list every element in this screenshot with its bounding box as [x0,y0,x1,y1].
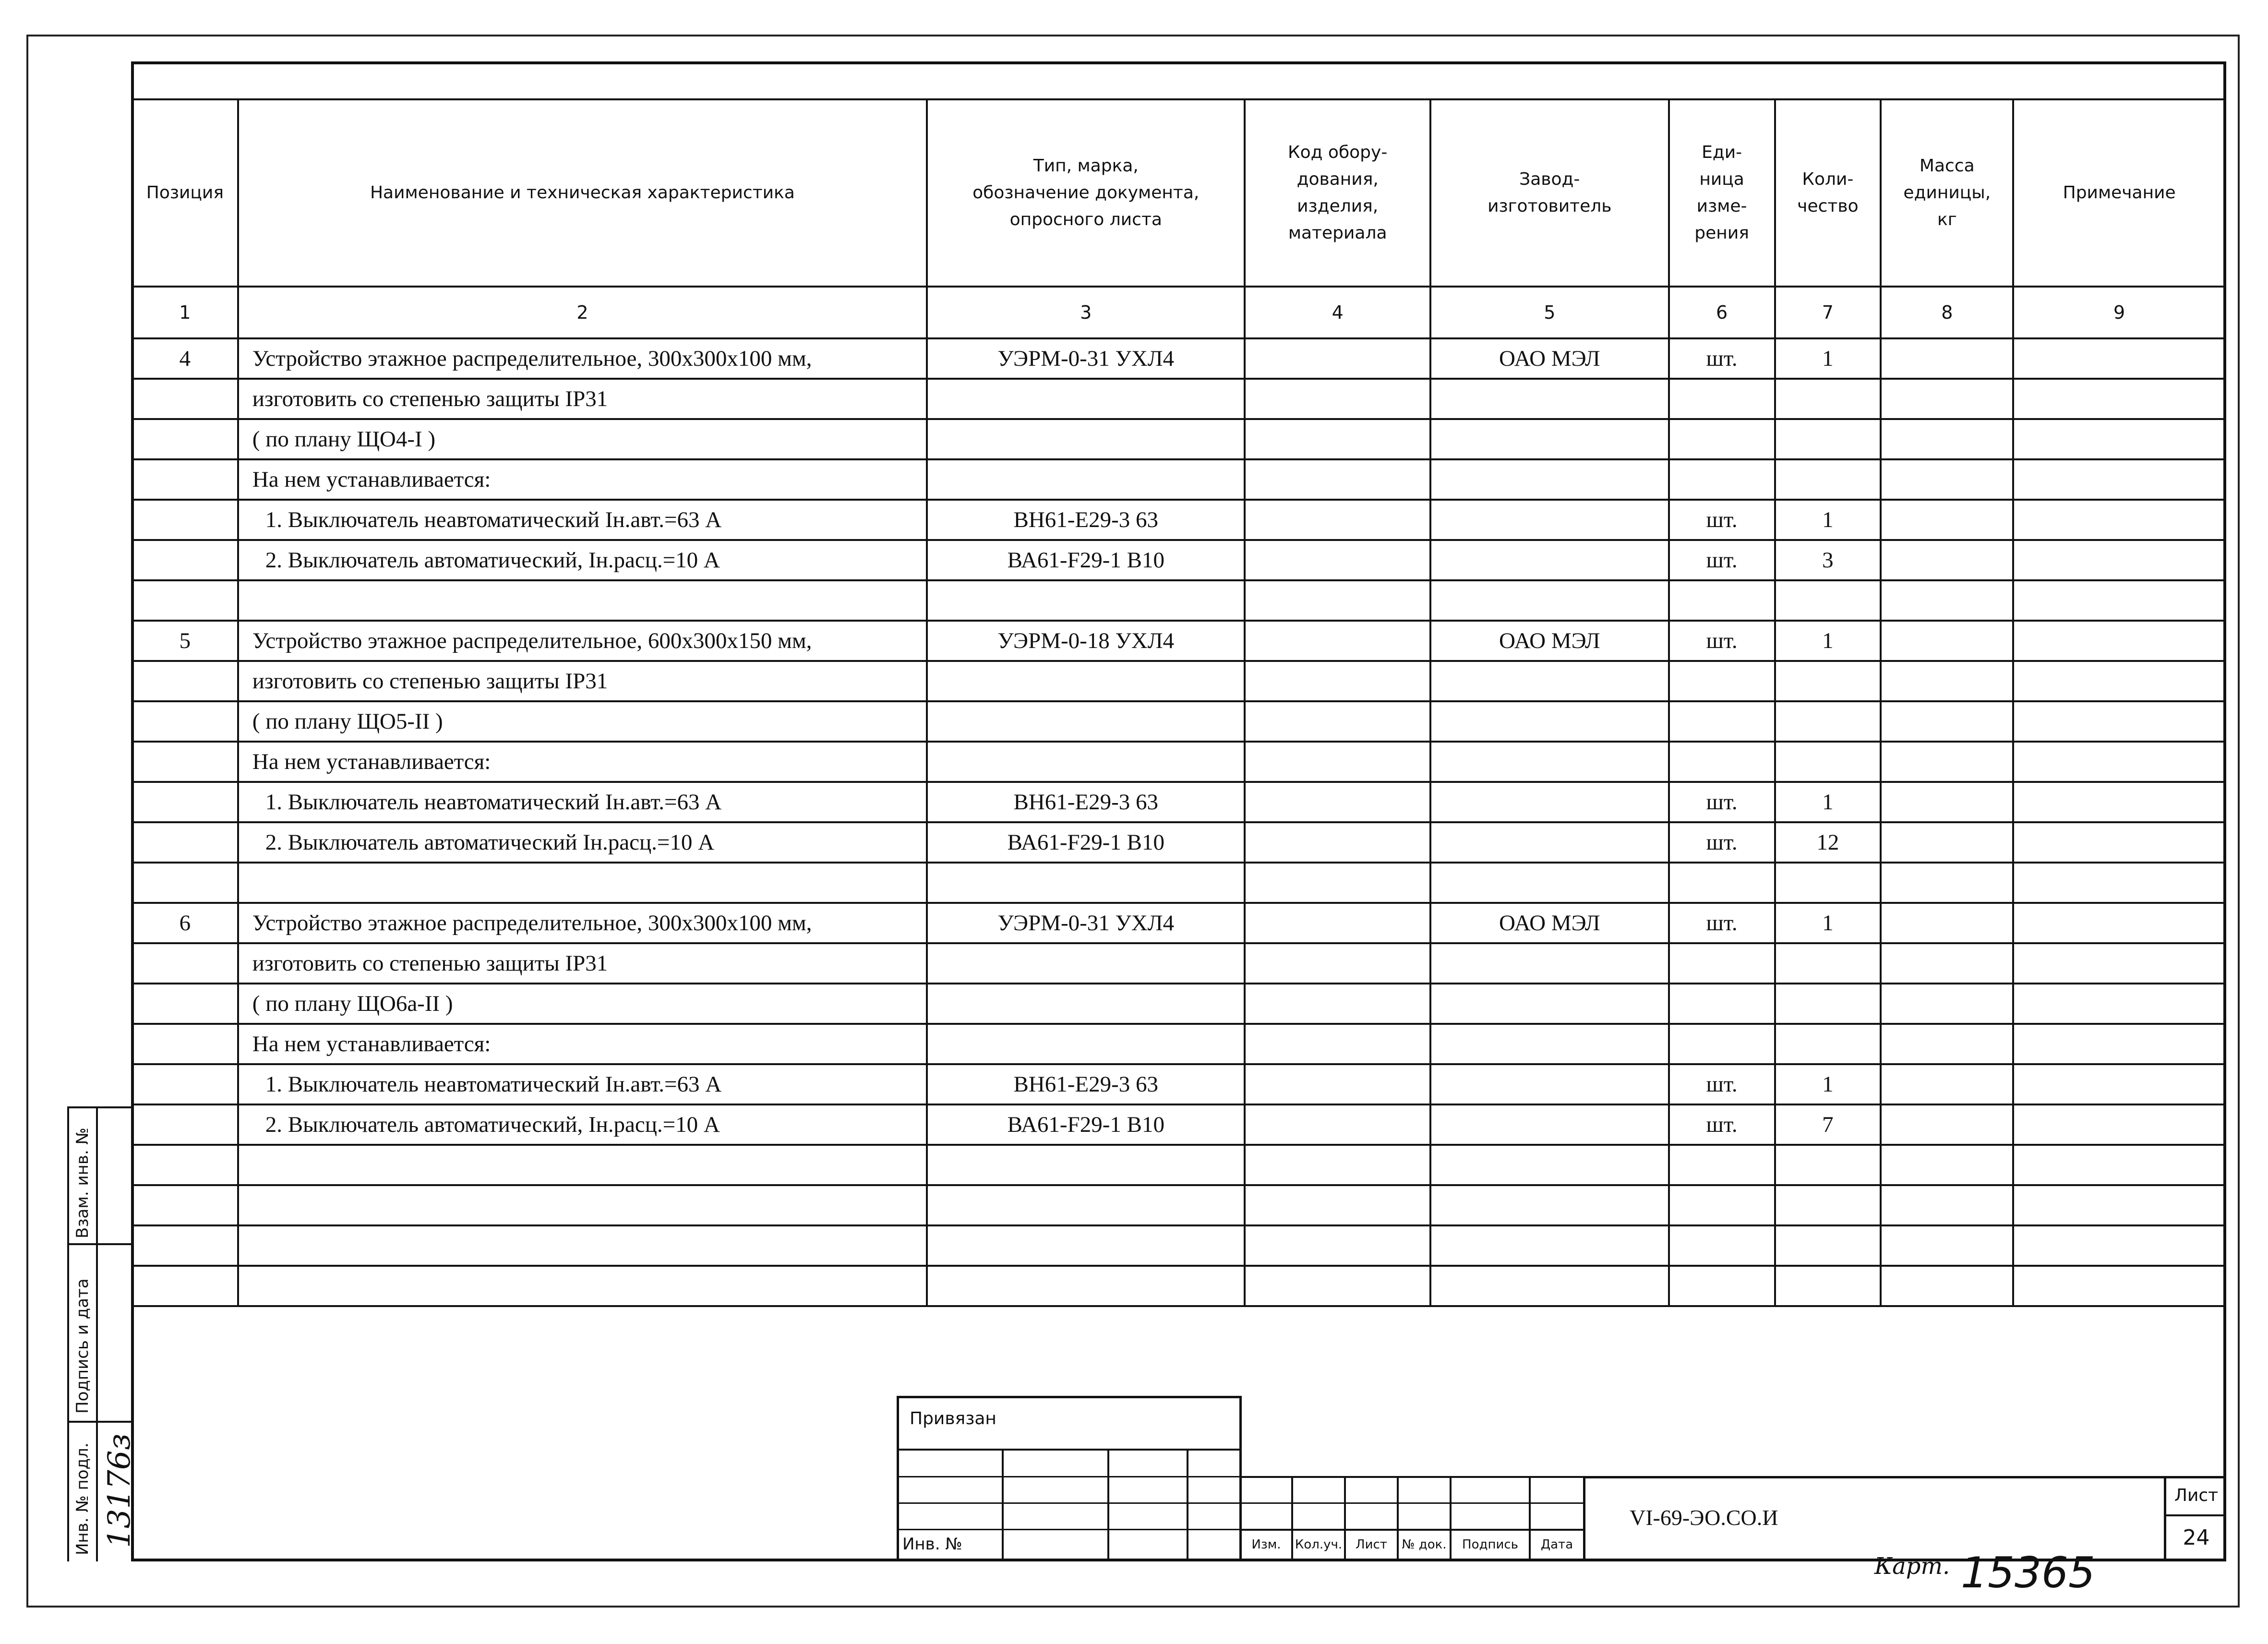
cell-pos [132,742,238,782]
cell-name: 1. Выключатель неавтоматический Iн.авт.=63 А [238,782,927,822]
cell-note [2013,822,2225,863]
side-podpis-data: Подпись и дата [73,1278,92,1414]
cell-code [1245,943,1430,984]
cell-code [1245,419,1430,459]
column-number: 3 [927,287,1245,338]
cell-unit: шт. [1669,540,1775,580]
header-mass: Масса единицы, кг [1881,99,2013,287]
header-name: Наименование и техническая характеристика [238,99,927,287]
handwritten-inventory-number: 13176з [102,1433,137,1548]
cell-code [1245,580,1430,621]
kart-number: 15365 [1961,1548,2095,1597]
cell-mass [1881,1225,2013,1266]
cell-unit [1669,1266,1775,1306]
cell-unit [1669,661,1775,701]
cell-unit [1669,1024,1775,1064]
cell-mass [1881,661,2013,701]
column-number-row [132,287,2225,338]
cell-type [927,1024,1245,1064]
cell-unit: шт. [1669,500,1775,540]
table-row [132,661,2225,701]
cell-maker [1430,1225,1669,1266]
column-number: 2 [238,287,927,338]
table-row [132,822,2225,863]
table-row [132,1064,2225,1104]
cell-mass [1881,701,2013,742]
cell-type: ВН61-Е29-3 63 [927,1064,1245,1104]
stamp-data: Дата [1540,1537,1573,1552]
cell-mass [1881,1024,2013,1064]
header-type: Тип, марка, обозначение документа, опросного листа [927,99,1245,287]
table-row [132,863,2225,903]
cell-mass [1881,540,2013,580]
cell-name: 2. Выключатель автоматический Iн.расц.=10 А [238,822,927,863]
cell-type [927,984,1245,1024]
cell-name [238,1185,927,1225]
column-number: 4 [1245,287,1430,338]
cell-qty [1775,863,1881,903]
header-quantity: Коли- чество [1775,99,1881,287]
table-row [132,1145,2225,1185]
cell-pos [132,459,238,500]
column-number: 6 [1669,287,1775,338]
cell-mass [1881,338,2013,379]
cell-qty [1775,1185,1881,1225]
cell-unit [1669,580,1775,621]
cell-code [1245,863,1430,903]
cell-unit [1669,379,1775,419]
table-row [132,500,2225,540]
cell-name: ( по плану ЩО5-II ) [238,701,927,742]
cell-maker [1430,742,1669,782]
sheet-number: 24 [2183,1525,2210,1550]
cell-name [238,1145,927,1185]
column-number: 1 [132,287,238,338]
cell-pos [132,500,238,540]
cell-pos [132,822,238,863]
cell-unit [1669,1185,1775,1225]
cell-pos [132,419,238,459]
cell-note [2013,1266,2225,1306]
header-code: Код обору- дования, изделия, материала [1245,99,1430,287]
table-row [132,984,2225,1024]
cell-mass [1881,621,2013,661]
cell-mass [1881,984,2013,1024]
cell-qty: 12 [1775,822,1881,863]
column-number: 9 [2013,287,2225,338]
cell-name [238,863,927,903]
table-row [132,903,2225,943]
side-vzam-inv: Взам. инв. № [73,1128,92,1238]
cell-note [2013,742,2225,782]
cell-mass [1881,1145,2013,1185]
cell-note [2013,500,2225,540]
cell-name: изготовить со степенью защиты IP31 [238,661,927,701]
cell-qty: 1 [1775,1064,1881,1104]
cell-name: На нем устанавливается: [238,1024,927,1064]
cell-pos [132,1024,238,1064]
cell-mass [1881,742,2013,782]
cell-mass [1881,419,2013,459]
cell-maker [1430,1064,1669,1104]
cell-name: ( по плану ЩО6а-II ) [238,984,927,1024]
table-header-row [132,99,2225,287]
cell-note [2013,782,2225,822]
cell-code [1245,459,1430,500]
cell-mass [1881,1064,2013,1104]
cell-note [2013,943,2225,984]
table-row [132,540,2225,580]
table-row [132,419,2225,459]
cell-unit: шт. [1669,621,1775,661]
cell-maker [1430,379,1669,419]
cell-unit: шт. [1669,903,1775,943]
cell-note [2013,701,2225,742]
cell-maker [1430,419,1669,459]
cell-unit: шт. [1669,1104,1775,1145]
cell-note [2013,379,2225,419]
cell-qty: 1 [1775,500,1881,540]
column-number: 5 [1430,287,1669,338]
cell-maker [1430,863,1669,903]
stamp-privyazan: Привязан [910,1409,996,1428]
cell-qty [1775,1145,1881,1185]
cell-code [1245,379,1430,419]
cell-unit [1669,742,1775,782]
cell-type: УЭРМ-0-31 УХЛ4 [927,903,1245,943]
cell-note [2013,1104,2225,1145]
cell-mass [1881,379,2013,419]
cell-mass [1881,500,2013,540]
cell-pos [132,1104,238,1145]
stamp-inv-label: Инв. № [902,1535,962,1554]
stamp-ndok: № док. [1402,1537,1447,1552]
cell-pos [132,943,238,984]
cell-maker [1430,500,1669,540]
cell-code [1245,540,1430,580]
cell-mass [1881,1266,2013,1306]
cell-unit [1669,701,1775,742]
cell-pos [132,661,238,701]
cell-name: изготовить со степенью защиты IP31 [238,943,927,984]
cell-maker [1430,943,1669,984]
cell-type [927,379,1245,419]
cell-note [2013,540,2225,580]
cell-pos: 6 [132,903,238,943]
specification-table [131,98,2226,1307]
table-row [132,782,2225,822]
cell-pos [132,580,238,621]
cell-mass [1881,459,2013,500]
cell-note [2013,661,2225,701]
cell-maker [1430,782,1669,822]
cell-type [927,419,1245,459]
cell-maker [1430,1266,1669,1306]
table-row [132,742,2225,782]
cell-qty [1775,742,1881,782]
cell-pos [132,1185,238,1225]
cell-qty [1775,1024,1881,1064]
cell-type: УЭРМ-0-18 УХЛ4 [927,621,1245,661]
cell-qty [1775,459,1881,500]
cell-pos [132,379,238,419]
cell-note [2013,419,2225,459]
cell-code [1245,1104,1430,1145]
cell-name [238,1225,927,1266]
cell-type [927,1225,1245,1266]
table-row [132,580,2225,621]
cell-name: 1. Выключатель неавтоматический Iн.авт.=63 А [238,500,927,540]
cell-name: 2. Выключатель автоматический, Iн.расц.=10 А [238,1104,927,1145]
document-designation: VI-69-ЭО.СО.И [1630,1505,1778,1530]
cell-type [927,1185,1245,1225]
cell-maker [1430,822,1669,863]
cell-code [1245,1185,1430,1225]
cell-qty: 1 [1775,338,1881,379]
cell-type [927,701,1245,742]
cell-mass [1881,822,2013,863]
cell-unit [1669,863,1775,903]
table-row [132,1185,2225,1225]
cell-code [1245,984,1430,1024]
cell-name: Устройство этажное распределительное, 300х300х100 мм, [238,903,927,943]
cell-name: изготовить со степенью защиты IP31 [238,379,927,419]
table-row [132,1024,2225,1064]
cell-qty [1775,1266,1881,1306]
cell-type: ВН61-Е29-3 63 [927,500,1245,540]
side-inv-podl: Инв. № подл. [73,1442,92,1555]
cell-name: 1. Выключатель неавтоматический Iн.авт.=63 А [238,1064,927,1104]
cell-maker: ОАО МЭЛ [1430,903,1669,943]
cell-pos [132,1145,238,1185]
cell-pos [132,1064,238,1104]
cell-type: ВА61-F29-1 В10 [927,540,1245,580]
cell-pos [132,540,238,580]
cell-qty [1775,984,1881,1024]
cell-unit: шт. [1669,1064,1775,1104]
cell-unit: шт. [1669,822,1775,863]
cell-type [927,1145,1245,1185]
cell-code [1245,1024,1430,1064]
cell-code [1245,1145,1430,1185]
cell-unit [1669,943,1775,984]
cell-maker [1430,701,1669,742]
cell-name: ( по плану ЩО4-I ) [238,419,927,459]
cell-maker [1430,661,1669,701]
cell-maker: ОАО МЭЛ [1430,338,1669,379]
cell-type: ВА61-F29-1 В10 [927,822,1245,863]
header-position: Позиция [132,99,238,287]
cell-type [927,1266,1245,1306]
column-number: 8 [1881,287,2013,338]
cell-name: 2. Выключатель автоматический, Iн.расц.=10 А [238,540,927,580]
cell-type [927,661,1245,701]
cell-qty: 1 [1775,782,1881,822]
cell-unit [1669,984,1775,1024]
cell-mass [1881,943,2013,984]
cell-note [2013,459,2225,500]
cell-unit [1669,1145,1775,1185]
cell-mass [1881,1104,2013,1145]
cell-note [2013,1024,2225,1064]
cell-maker [1430,1145,1669,1185]
column-number: 7 [1775,287,1881,338]
table-row [132,1225,2225,1266]
cell-unit [1669,1225,1775,1266]
table-row [132,943,2225,984]
cell-unit: шт. [1669,338,1775,379]
cell-maker [1430,1185,1669,1225]
cell-code [1245,701,1430,742]
cell-pos [132,1225,238,1266]
cell-note [2013,1225,2225,1266]
cell-qty [1775,1225,1881,1266]
cell-note [2013,984,2225,1024]
stamp-podpis: Подпись [1462,1537,1518,1552]
cell-qty [1775,580,1881,621]
cell-name: Устройство этажное распределительное, 600х300х150 мм, [238,621,927,661]
cell-pos [132,701,238,742]
cell-mass [1881,903,2013,943]
stamp-kolch: Кол.уч. [1295,1537,1343,1552]
cell-mass [1881,782,2013,822]
table-row [132,338,2225,379]
table-row [132,1104,2225,1145]
cell-note [2013,903,2225,943]
cell-qty: 3 [1775,540,1881,580]
cell-type [927,459,1245,500]
kart-label: Карт. [1874,1553,1950,1580]
cell-note [2013,621,2225,661]
cell-name: Устройство этажное распределительное, 300х300х100 мм, [238,338,927,379]
cell-code [1245,661,1430,701]
cell-pos [132,984,238,1024]
cell-type [927,580,1245,621]
header-unit: Еди- ница изме- рения [1669,99,1775,287]
cell-maker [1430,1024,1669,1064]
cell-note [2013,1064,2225,1104]
cell-unit: шт. [1669,782,1775,822]
cell-pos [132,782,238,822]
sheet-label: Лист [2174,1486,2219,1505]
cell-note [2013,1145,2225,1185]
cell-type [927,863,1245,903]
table-row [132,701,2225,742]
cell-pos: 5 [132,621,238,661]
cell-type: УЭРМ-0-31 УХЛ4 [927,338,1245,379]
cell-qty [1775,701,1881,742]
cell-name [238,1266,927,1306]
cell-qty [1775,419,1881,459]
cell-maker [1430,580,1669,621]
cell-note [2013,338,2225,379]
cell-maker [1430,984,1669,1024]
cell-type [927,943,1245,984]
cell-pos [132,1266,238,1306]
stamp-izm: Изм. [1251,1537,1281,1552]
cell-qty: 7 [1775,1104,1881,1145]
header-note: Примечание [2013,99,2225,287]
cell-note [2013,580,2225,621]
cell-code [1245,338,1430,379]
cell-maker [1430,459,1669,500]
cell-unit [1669,459,1775,500]
cell-code [1245,903,1430,943]
cell-qty [1775,661,1881,701]
cell-code [1245,1064,1430,1104]
cell-code [1245,1225,1430,1266]
cell-maker [1430,1104,1669,1145]
table-row [132,1266,2225,1306]
cell-type: ВН61-Е29-3 63 [927,782,1245,822]
cell-qty: 1 [1775,903,1881,943]
cell-mass [1881,863,2013,903]
table-row [132,379,2225,419]
table-row [132,459,2225,500]
cell-mass [1881,580,2013,621]
cell-code [1245,742,1430,782]
cell-type: ВА61-F29-1 В10 [927,1104,1245,1145]
cell-pos: 4 [132,338,238,379]
header-maker: Завод- изготовитель [1430,99,1669,287]
stamp-list: Лист [1356,1537,1387,1552]
cell-name: На нем устанавливается: [238,459,927,500]
cell-qty: 1 [1775,621,1881,661]
cell-code [1245,500,1430,540]
cell-code [1245,782,1430,822]
cell-code [1245,1266,1430,1306]
cell-name [238,580,927,621]
cell-maker [1430,540,1669,580]
cell-type [927,742,1245,782]
cell-unit [1669,419,1775,459]
cell-mass [1881,1185,2013,1225]
cell-note [2013,1185,2225,1225]
cell-pos [132,863,238,903]
cell-code [1245,621,1430,661]
cell-name: На нем устанавливается: [238,742,927,782]
cell-qty [1775,379,1881,419]
table-row [132,621,2225,661]
cell-qty [1775,943,1881,984]
cell-code [1245,822,1430,863]
cell-note [2013,863,2225,903]
cell-maker: ОАО МЭЛ [1430,621,1669,661]
